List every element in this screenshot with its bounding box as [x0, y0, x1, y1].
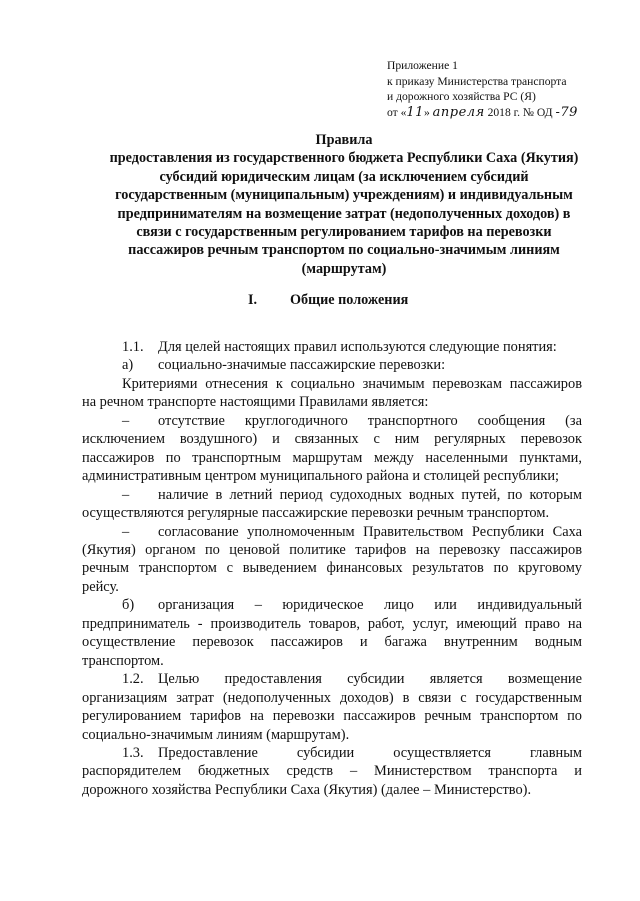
clause-letter: а)	[122, 357, 134, 374]
criteria-line: Критериями отнесения к социально значимым перевозкам пассажиров	[122, 375, 582, 392]
clause-number: 1.1.	[122, 339, 144, 355]
appendix-line: Приложение 1	[387, 59, 458, 72]
text-line: дорожного хозяйства Республики Саха (Якутия) (далее – Министерство).	[82, 781, 532, 798]
text-line: исключением воздушного) и связанных с ним регулярных перевозок	[82, 431, 582, 448]
section-title: Общие положения	[290, 292, 409, 308]
title-line: (маршрутам)	[301, 260, 387, 277]
text-line: транспортом.	[82, 652, 164, 669]
subparagraph-a: а) социально-значимые пассажирские перевозки:	[122, 357, 446, 374]
document-body	[82, 338, 582, 799]
dash-marker: –	[122, 412, 130, 429]
clause-number: 1.3.	[122, 744, 144, 761]
clause-number: 1.2.	[122, 671, 144, 688]
appendix-line: к приказу Министерства транспорта	[387, 74, 567, 88]
handwritten-number: -79	[555, 104, 578, 120]
appendix-header	[387, 58, 578, 120]
text-line: организациям затрат (недополученных доходов) в связи с государственным	[82, 689, 582, 706]
criteria-line: на речном транспорте настоящими Правилами является:	[82, 394, 429, 411]
text-line: рейсу.	[82, 578, 119, 595]
text-line: регулированием тарифов на перевозки пассажиров речным транспортом по	[82, 708, 582, 725]
text-line: пассажиров по транспортным маршрутам между населенными пунктами,	[82, 449, 582, 466]
date-year: 2018 г. № ОД	[484, 105, 556, 119]
text-line: распорядителем бюджетных средств – Министерством транспорта и	[82, 763, 582, 780]
title-line: пассажиров речным транспортом по социально-значимым линиям	[128, 242, 560, 259]
title-line: государственным (муниципальным) учреждениям) и индивидуальным	[115, 187, 573, 204]
paragraph-1-1: 1.1. Для целей настоящих правил используются следующие понятия:	[122, 339, 557, 355]
clause-letter: б)	[122, 597, 135, 614]
paragraph-1-2: 1.2. Целью предоставления субсидии является возмещение	[82, 670, 582, 688]
text-line: (Якутия) органом по ценовой политике тарифов на перевозку пассажиров	[82, 541, 582, 558]
title-line: предоставления из государственного бюджета Республики Саха (Якутия)	[109, 150, 579, 167]
subparagraph-b: б) организация – юридическое лицо или индивидуальный	[82, 596, 582, 614]
date-mid: »	[423, 105, 433, 119]
dash-marker: –	[122, 523, 130, 540]
paragraph-1-3: 1.3. Предоставление субсидии осуществляется главным	[82, 744, 582, 762]
dash-marker: –	[122, 486, 130, 503]
dash-item-3: – согласование уполномоченным Правительством Республики Саха	[82, 523, 582, 541]
title-word: Правила	[315, 132, 373, 148]
handwritten-month: апреля	[432, 104, 485, 120]
text-line: речным транспортом с выведением финансовых результатов по круговому	[82, 560, 582, 577]
text-line: осуществление перевозок пассажиров и багажа внутренним водным	[82, 634, 582, 651]
title-line: связи с государственным регулированием тарифов на перевозки	[136, 224, 552, 241]
date-prefix: от «	[387, 105, 407, 119]
dash-item-1: – отсутствие круглогодичного транспортного сообщения (за	[82, 412, 582, 430]
text-line: социально-значимым линиям (маршрутам).	[82, 726, 350, 743]
title-line: предпринимателям на возмещение затрат (недополученных доходов) в	[117, 205, 571, 222]
section-number: I.	[248, 292, 258, 308]
dash-item-2: – наличие в летний период судоходных водных путей, по которым	[82, 486, 582, 504]
appendix-line: и дорожного хозяйства РС (Я)	[387, 90, 536, 103]
handwritten-day: 11	[406, 104, 424, 120]
text-line: предприниматель - производитель товаров, работ, услуг, имеющий право на	[82, 615, 582, 632]
document-title	[84, 131, 604, 278]
text-line: административным центром муниципального района и столицей республики;	[82, 468, 560, 485]
appendix-date-line	[387, 105, 578, 121]
title-line: субсидий юридическим лицам (за исключением субсидий	[159, 168, 529, 185]
text-line: осуществляются регулярные пассажирские перевозки речным транспортом.	[82, 505, 550, 522]
